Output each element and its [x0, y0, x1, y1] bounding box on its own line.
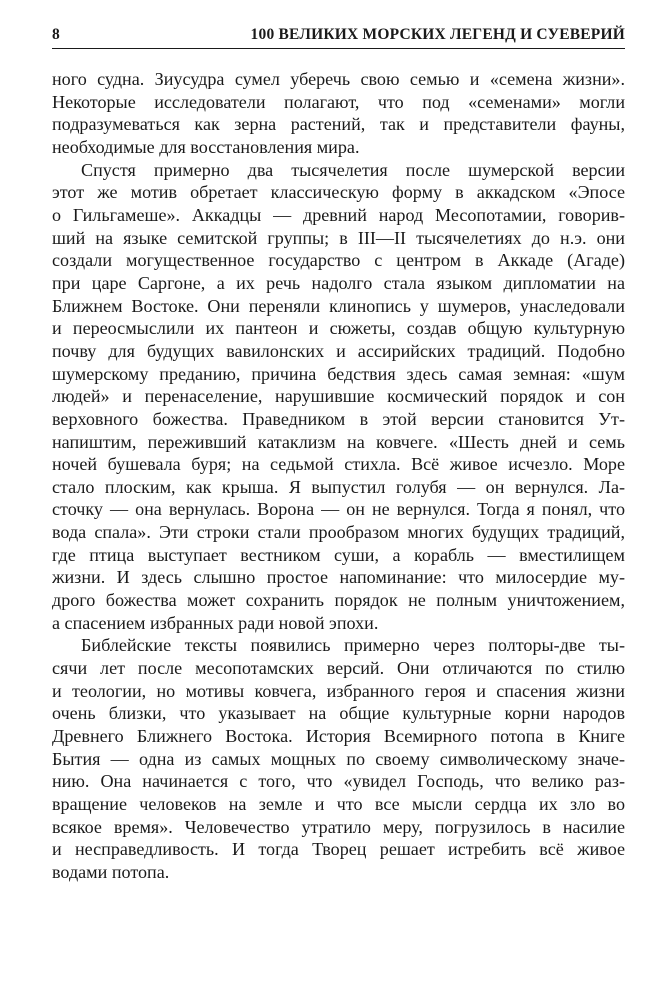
text-line: почву для будущих вавилонских и ассирийских традиций. Подобно [52, 340, 625, 361]
text-line: вращение человеков на земле и что все мысли сердца их зло во [52, 794, 625, 814]
text-line: Бытия — одна из самых мощных по своему символическому значе- [52, 748, 625, 769]
paragraph [52, 159, 625, 635]
text-line: верховного божества. Праведником в этой версии становится Ут- [52, 408, 625, 429]
text-line: сточку — она вернулась. Ворона — он не вернулся. Тогда я понял, что [52, 499, 625, 520]
text-line: подразумеваться как зерна растений, так и представители фауны, [52, 114, 625, 135]
text-line: необходимые для восстановления мира. [52, 136, 360, 157]
text-line: а спасением избранных ради новой эпохи. [52, 612, 379, 633]
text-line: водами потопа. [52, 861, 170, 882]
text-line: и переосмыслили их пантеон и сюжеты, создав общую культурную [52, 318, 625, 339]
text-line: ший на языке семитской группы; в III—II тысячелетиях до н.э. они [52, 227, 625, 248]
text-line: создали могущественное государство с центром в Аккаде (Агаде) [52, 250, 625, 271]
text-line: стало плоским, как крыша. Я выпустил голубя — он вернулся. Ла- [52, 476, 625, 497]
running-header [52, 26, 625, 49]
text-line: вода спала». Эти строки стали прообразом многих будущих традиций, [52, 522, 625, 543]
text-line: сячи лет после месопотамских версий. Они отличаются по стилю [52, 658, 625, 679]
text-line: при царе Саргоне, а их речь надолго стала языком дипломатии на [52, 272, 625, 293]
text-line: этот же мотив обретает классическую форму в аккадском «Эпосе [52, 182, 625, 203]
text-line: и несправедливость. И тогда Творец решает истребить всё живое [52, 839, 625, 860]
text-line: ного судна. Зиусудра сумел уберечь свою семью и «семена жизни». [52, 69, 625, 89]
text-line: дрого божества может сохранить порядок не полным уничтожением, [52, 590, 625, 611]
text-line: Библейские тексты появились примерно через полторы-две ты- [81, 635, 625, 656]
text-line: Древнего Ближнего Востока. История Всемирного потопа в Книге [52, 726, 625, 747]
text-line: Ближнем Востоке. Они переняли клинопись у шумеров, унаследовали [52, 295, 625, 316]
text-line: ночей бушевала буря; на седьмой стихла. Всё живое исчезло. Море [52, 454, 625, 475]
text-line: напиштим, переживший катаклизм на ковчеге. «Шесть дней и семь [52, 431, 625, 452]
text-line: и теологии, но мотивы ковчега, избранного героя и спасения жизни [52, 680, 625, 701]
text-line: шумерскому преданию, причина бедствия здесь самая земная: «шум [52, 363, 625, 384]
text-line: очень близки, что указывает на общие культурные корни народов [52, 703, 625, 724]
text-line: Некоторые исследователи полагают, что под «семенами» могли [52, 91, 625, 112]
text-line: где птица выступает вестником суши, а корабль — вместилищем [52, 544, 625, 565]
text-line: жизни. И здесь слышно простое напоминание: что милосердие му- [52, 567, 625, 588]
page-number: 8 [52, 26, 60, 43]
text-line: о Гильгамеше». Аккадцы — древний народ Месопотамии, говорив- [52, 204, 625, 225]
text-line: нию. Она начинается с того, что «увидел Господь, что велико раз- [52, 771, 625, 792]
text-line: людей» и перенаселение, нарушившие космический порядок и сон [52, 386, 625, 407]
paragraph [52, 68, 625, 159]
text-line: всякое время». Человечество утратило меру, погрузилось в насилие [52, 816, 625, 837]
body-text [52, 68, 625, 884]
book-title: 100 ВЕЛИКИХ МОРСКИХ ЛЕГЕНД И СУЕВЕРИЙ [250, 26, 625, 43]
paragraph [52, 634, 625, 883]
text-line: Спустя примерно два тысячелетия после шумерской версии [81, 159, 625, 180]
